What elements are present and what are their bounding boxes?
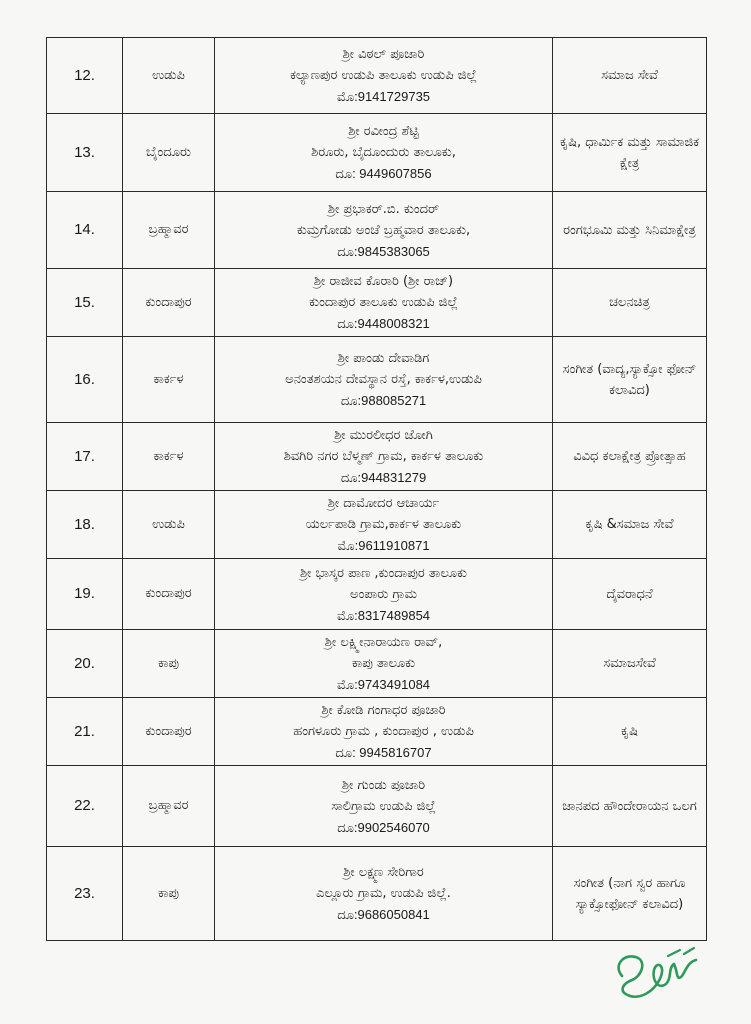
awardee-details-cell [215,423,553,491]
table-row [47,559,707,630]
awardee-details-cell [215,114,553,192]
awardee-details-cell [215,38,553,114]
field-text: ಸಮಾಜ ಸೇವೆ [601,68,658,83]
awardee-details-cell [215,847,553,941]
awardee-phone: ದೂ:9902546070 [337,819,430,835]
awardee-address: ಅನಂತಶಯನ ದೇವಸ್ಥಾನ ರಸ್ತೆ, ಕಾರ್ಕಳ,ಉಡುಪಿ [285,372,482,387]
field-cell [553,630,707,698]
awardee-name: ಶ್ರೀ ಮುರಲೀಧರ ಜೋಗಿ [334,428,433,443]
table-row [47,192,707,269]
awardee-details-cell [215,491,553,559]
awardee-name: ಶ್ರೀ ಕೋಡಿ ಗಂಗಾಧರ ಪೂಜಾರಿ [321,703,446,718]
awardee-details-cell [215,192,553,269]
awardee-phone: ದೂ:9448008321 [337,316,430,331]
awardee-address: ಸಾಲಿಗ್ರಾಮ ಉಡುಪಿ ಜಿಲ್ಲೆ [331,798,436,814]
taluk-cell: ಕಾಪು [123,847,215,941]
table-row [47,269,707,337]
serial-number-cell: 22. [47,766,123,847]
field-text: ಕೃಷಿ, ಧಾರ್ಮಿಕ ಮತ್ತು ಸಾಮಾಜಿಕ ಕ್ಷೇತ್ರ [559,134,700,171]
awardee-name: ಶ್ರೀ ಲಕ್ಷ್ಮೀನಾರಾಯಣ ರಾವ್, [324,635,443,650]
awardee-name: ಶ್ರೀ ಗುಂಡು ಪೂಜಾರಿ [341,777,426,793]
field-text: ಜಾನಪದ ಹೌಂದೇರಾಯನ ಒಲಗ [562,798,697,814]
awardee-name: ಶ್ರೀ ಪಾಂಡು ದೇವಾಡಿಗ [337,351,430,366]
awardee-phone: ದೂ: 9945816707 [335,745,432,760]
serial-number-cell: 21. [47,698,123,766]
awardee-name: ಶ್ರೀ ರಾಜೀವ ಕೊರಾರಿ (ಶ್ರೀ ರಾಜ್) [313,274,454,289]
field-cell [553,38,707,114]
taluk-cell: ಉಡುಪಿ [123,38,215,114]
awardee-name: ಶ್ರೀ ರವೀಂದ್ರ ಶೆಟ್ಟಿ [348,124,419,139]
awardee-phone: ಮೊ:8317489854 [336,607,431,623]
table-row [47,766,707,847]
field-text: ರಂಗಭೂಮಿ ಮತ್ತು ಸಿನಿಮಾಕ್ಷೇತ್ರ [563,222,696,238]
signature-mark [608,942,704,1004]
taluk-cell: ಕುಂದಾಪುರ [123,269,215,337]
taluk-cell: ಕಾರ್ಕಳ [123,423,215,491]
taluk-cell: ಬ್ರಹ್ಮಾವರ [123,766,215,847]
serial-number-cell: 20. [47,630,123,698]
table-row [47,38,707,114]
awardee-phone: ಮೊ:9611910871 [337,538,430,553]
table-row [47,337,707,423]
awardee-phone: ಮೊ:9141729735 [336,89,431,104]
table-body [47,38,707,941]
awardees-table [46,37,707,941]
taluk-cell: ಬೈಂದೂರು [123,114,215,192]
field-text: ದೈವರಾಧನೆ [606,586,653,602]
taluk-cell: ಕುಂದಾಪುರ [123,698,215,766]
awardee-details-cell [215,337,553,423]
awardee-details-cell [215,269,553,337]
awardee-address: ಕಲ್ಯಾಣಪುರ ಉಡುಪಿ ತಾಲೂಕು ಉಡುಪಿ ಜಿಲ್ಲೆ [290,68,477,83]
table-row [47,698,707,766]
awardee-address: ಶಿರೂರು, ಬೈದೂಂದುರು ತಾಲೂಕು, [311,145,456,160]
serial-number-cell: 15. [47,269,123,337]
awardee-name: ಶ್ರೀ ವಿಠಲ್ ಪೂಜಾರಿ [342,47,425,62]
awardee-phone: ದೂ:944831279 [340,470,427,485]
serial-number-cell: 14. [47,192,123,269]
awardee-phone: ದೂ:9686050841 [337,907,430,922]
field-cell [553,491,707,559]
field-cell [553,269,707,337]
taluk-cell: ಕುಂದಾಪುರ [123,559,215,630]
table-row [47,630,707,698]
field-cell [553,698,707,766]
awardee-address: ಹಂಗಳೂರು ಗ್ರಾಮ , ಕುಂದಾಪುರ , ಉಡುಪಿ [293,724,474,739]
field-cell [553,766,707,847]
awardee-name: ಶ್ರೀ ಪ್ರಭಾಕರ್.ಬಿ. ಕುಂದರ್ [327,201,440,217]
field-text: ಸಂಗೀತ (ನಾಗ ಸ್ವರ ಹಾಗೂ ಸ್ಯಾಕ್ಸೋಫೋನ್ ಕಲಾವಿದ) [573,875,686,912]
taluk-cell: ಬ್ರಹ್ಮಾವರ [123,192,215,269]
serial-number-cell: 13. [47,114,123,192]
field-cell [553,192,707,269]
awardee-details-cell [215,559,553,630]
field-text: ವಿವಿಧ ಕಲಾಕ್ಷೇತ್ರ ಪ್ರೋತ್ಸಾಹ [573,449,686,464]
awardee-address: ಕಾಪು ತಾಲೂಕು [351,656,416,671]
awardee-address: ಯರ್ಲಪಾಡಿ ಗ್ರಾಮ,ಕಾರ್ಕಳ ತಾಲೂಕು [305,517,462,532]
table-row [47,491,707,559]
field-text: ಸಮಾಜಸೇವೆ [603,656,656,671]
awardee-details-cell [215,630,553,698]
serial-number-cell: 16. [47,337,123,423]
awardee-address: ಶಿವಗಿರಿ ನಗರ ಬೆಳ್ಮಣ್ ಗ್ರಾಮ, ಕಾರ್ಕಳ ತಾಲೂಕು [283,449,484,464]
table-row [47,114,707,192]
awardee-address: ಅಂಪಾರು ಗ್ರಾಮ [350,586,417,602]
field-cell [553,847,707,941]
awardee-phone: ದೂ:9845383065 [337,243,430,259]
serial-number-cell: 12. [47,38,123,114]
taluk-cell: ಉಡುಪಿ [123,491,215,559]
serial-number-cell: 17. [47,423,123,491]
serial-number-cell: 18. [47,491,123,559]
awardee-name: ಶ್ರೀ ಲಕ್ಷ್ಮಣ ಸೇರಿಗಾರ [343,865,424,880]
taluk-cell: ಕಾರ್ಕಳ [123,337,215,423]
awardee-phone: ದೂ:988085271 [340,393,427,408]
awardee-phone: ಮೊ:9743491084 [336,677,431,692]
awardee-phone: ದೂ: 9449607856 [335,166,432,181]
field-cell [553,423,707,491]
taluk-cell: ಕಾಪು [123,630,215,698]
awardee-address: ಎಲ್ಲೂರು ಗ್ರಾಮ, ಉಡುಪಿ ಜಿಲ್ಲೆ. [316,886,451,901]
awardee-name: ಶ್ರೀ ಭಾಸ್ಕರ ಪಾಣ ,ಕುಂದಾಪುರ ತಾಲೂಕು [299,565,468,581]
field-cell [553,559,707,630]
awardee-name: ಶ್ರೀ ದಾಮೋದರ ಆಚಾರ್ಯ [327,496,440,511]
table-row [47,847,707,941]
awardee-details-cell [215,766,553,847]
serial-number-cell: 23. [47,847,123,941]
field-text: ಕೃಷಿ &ಸಮಾಜ ಸೇವೆ [585,517,674,532]
serial-number-cell: 19. [47,559,123,630]
field-cell [553,337,707,423]
field-text: ಸಂಗೀತ (ವಾದ್ಯ,ಸ್ಯಾಕ್ಸೋ ಫೋನ್ ಕಲಾವಿದ) [562,361,697,398]
awardee-details-cell [215,698,553,766]
awardee-address: ಕುಂದಾಪುರ ತಾಲೂಕು ಉಡುಪಿ ಜಿಲ್ಲೆ [309,295,458,310]
awardee-address: ಕುಮ್ರಗೋಡು ಅಂಚೆ ಬ್ರಹ್ಮವಾರ ತಾಲೂಕು, [296,222,471,238]
field-text: ಚಲನಚಿತ್ರ [609,295,650,310]
table-row [47,423,707,491]
field-text: ಕೃಷಿ [620,724,639,739]
field-cell [553,114,707,192]
